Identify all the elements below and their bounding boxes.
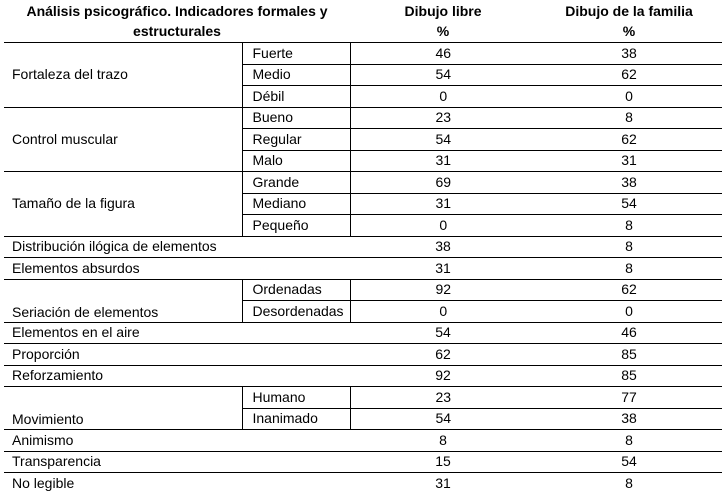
- value-familia: 0: [536, 301, 722, 323]
- category-label: Elementos absurdos: [4, 258, 350, 280]
- category-label: Movimiento: [4, 387, 242, 430]
- subcategory-label: Malo: [242, 150, 350, 172]
- value-familia: 85: [536, 344, 722, 366]
- value-libre: 54: [350, 322, 536, 344]
- value-libre: 92: [350, 279, 536, 301]
- header-row-2: [4, 22, 722, 43]
- value-libre: 31: [350, 258, 536, 280]
- subcategory-label: Fuerte: [242, 43, 350, 65]
- header-libre-unit: %: [350, 22, 536, 43]
- value-libre: 23: [350, 387, 536, 409]
- value-familia: 62: [536, 64, 722, 86]
- value-libre: 31: [350, 150, 536, 172]
- value-familia: 54: [536, 451, 722, 473]
- header-dibujo-familia: Dibujo de la familia: [565, 3, 693, 19]
- value-familia: 8: [536, 236, 722, 258]
- value-libre: 0: [350, 301, 536, 323]
- category-label: Distribución ilógica de elementos: [4, 236, 350, 258]
- category-label: Control muscular: [4, 107, 242, 172]
- value-familia: 85: [536, 365, 722, 387]
- value-familia: 77: [536, 387, 722, 409]
- value-libre: 38: [350, 236, 536, 258]
- category-label: No legible: [12, 474, 75, 491]
- value-libre: 54: [350, 129, 536, 151]
- subcategory-label: Pequeño: [242, 215, 350, 237]
- results-table-container: [4, 2, 722, 494]
- value-familia: 8: [536, 258, 722, 280]
- value-familia: 54: [536, 193, 722, 215]
- table-row: [4, 322, 722, 344]
- subcategory-label: Regular: [242, 129, 350, 151]
- value-libre: 15: [350, 451, 536, 473]
- table-row: [4, 43, 722, 65]
- value-familia: 62: [536, 279, 722, 301]
- subcategory-label: Medio: [242, 64, 350, 86]
- value-libre: 0: [350, 215, 536, 237]
- table-row: [4, 258, 722, 280]
- value-libre: 0: [350, 86, 536, 108]
- value-libre: 46: [350, 43, 536, 65]
- header-indicators: Análisis psicográfico. Indicadores formales y: [26, 3, 328, 19]
- value-familia: 38: [536, 43, 722, 65]
- table-row: [4, 365, 722, 387]
- value-familia: 62: [536, 129, 722, 151]
- value-familia: 38: [536, 408, 722, 430]
- value-familia: 8: [536, 430, 722, 452]
- value-familia: 31: [536, 150, 722, 172]
- header-row-1: [4, 2, 722, 22]
- value-libre: 54: [350, 64, 536, 86]
- value-familia: 8: [625, 474, 633, 491]
- value-libre: 8: [350, 430, 536, 452]
- value-libre: 31: [435, 474, 451, 491]
- subcategory-label: Desordenadas: [242, 301, 350, 323]
- value-libre: 31: [350, 193, 536, 215]
- table-row: [4, 172, 722, 194]
- value-familia: 46: [536, 322, 722, 344]
- subcategory-label: Grande: [242, 172, 350, 194]
- value-libre: 92: [350, 365, 536, 387]
- value-libre: 54: [350, 408, 536, 430]
- header-dibujo-libre: Dibujo libre: [404, 3, 482, 19]
- table-row: [4, 107, 722, 129]
- header-indicators-line2: estructurales: [4, 22, 350, 43]
- value-libre: 23: [350, 107, 536, 129]
- value-familia: 0: [536, 86, 722, 108]
- subcategory-label: Ordenadas: [242, 279, 350, 301]
- category-label: Elementos en el aire: [4, 322, 350, 344]
- subcategory-label: Débil: [242, 86, 350, 108]
- value-familia: 38: [536, 172, 722, 194]
- subcategory-label: Inanimado: [242, 408, 350, 430]
- table-row: [4, 451, 722, 473]
- subcategory-label: Bueno: [242, 107, 350, 129]
- header-familia-unit: %: [536, 22, 722, 43]
- table-row: [4, 387, 722, 409]
- category-label: Reforzamiento: [4, 365, 350, 387]
- category-label: Seriación de elementos: [4, 279, 242, 322]
- table-row: [4, 236, 722, 258]
- category-label: Tamaño de la figura: [4, 172, 242, 237]
- category-label: Transparencia: [4, 451, 350, 473]
- value-libre: 62: [350, 344, 536, 366]
- table-row: [4, 344, 722, 366]
- value-familia: 8: [536, 107, 722, 129]
- value-libre: 69: [350, 172, 536, 194]
- table-row: [4, 430, 722, 452]
- table-row: [4, 279, 722, 301]
- value-familia: 8: [536, 215, 722, 237]
- category-label: Fortaleza del trazo: [4, 43, 242, 108]
- table-row: [4, 473, 722, 494]
- category-label: Proporción: [4, 344, 350, 366]
- category-label: Animismo: [4, 430, 350, 452]
- subcategory-label: Humano: [242, 387, 350, 409]
- subcategory-label: Mediano: [242, 193, 350, 215]
- psychographic-analysis-table: [4, 2, 722, 494]
